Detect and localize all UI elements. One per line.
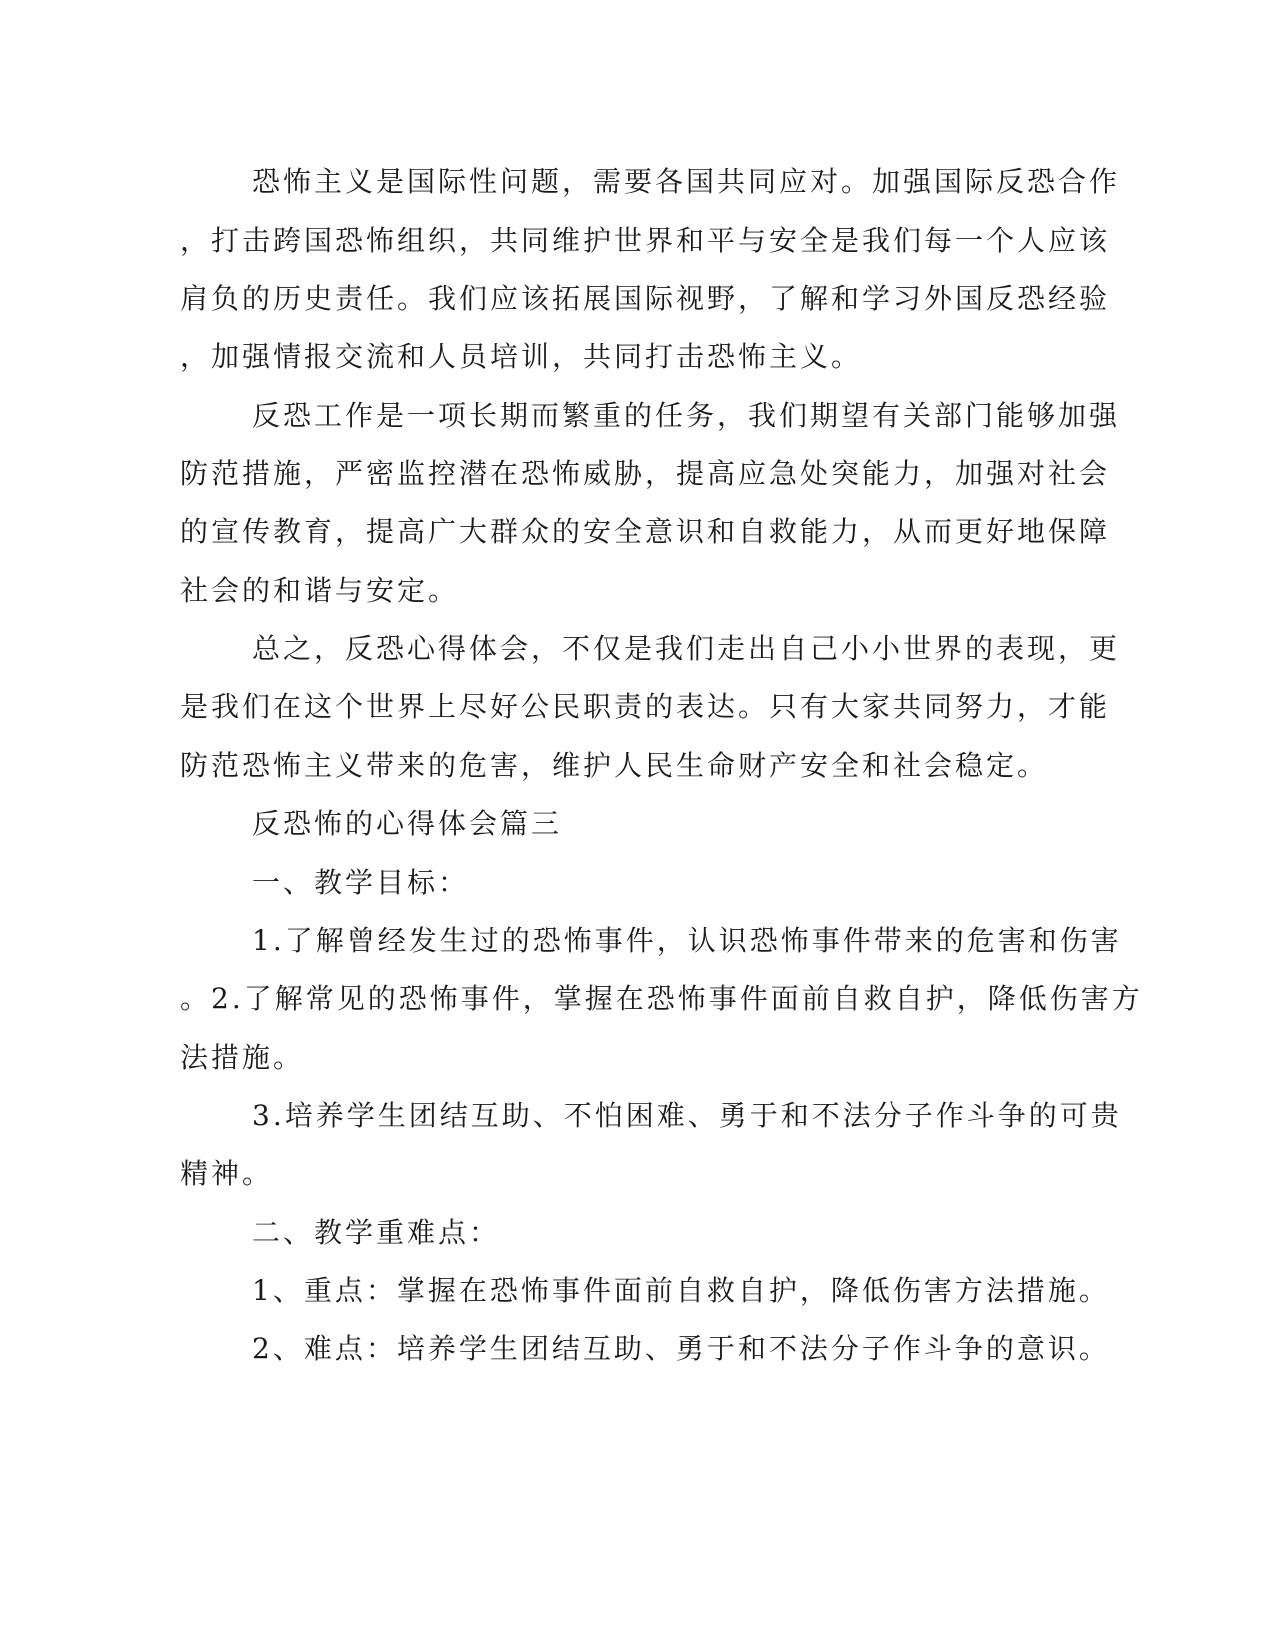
paragraph-2-line-1: 反恐工作是一项长期而繁重的任务，我们期望有关部门能够加强 — [252, 399, 1121, 432]
section-heading: 反恐怖的心得体会篇三 — [252, 807, 563, 840]
key-points-heading: 二、教学重难点： — [252, 1216, 501, 1249]
key-point-1: 1、重点：掌握在恐怖事件面前自救自护，降低伤害方法措施。 — [252, 1274, 1110, 1307]
paragraph-2-line-2: 防范措施，严密监控潜在恐怖威胁，提高应急处突能力，加强对社会 — [180, 457, 1111, 490]
paragraph-2-line-3: 的宣传教育，提高广大群众的安全意识和自救能力，从而更好地保障 — [180, 515, 1111, 548]
paragraph-1-line-3: 肩负的历史责任。我们应该拓展国际视野，了解和学习外国反恐经验 — [180, 282, 1111, 315]
goal-2-line-1: 。2.了解常见的恐怖事件，掌握在恐怖事件面前自救自护，降低伤害方 — [180, 982, 1143, 1015]
teaching-goals-heading: 一、教学目标： — [252, 866, 470, 899]
paragraph-1-line-1: 恐怖主义是国际性问题，需要各国共同应对。加强国际反恐合作 — [252, 165, 1121, 198]
paragraph-3-line-1: 总之，反恐心得体会，不仅是我们走出自己小小世界的表现，更 — [252, 632, 1121, 665]
goal-1-line-1: 1.了解曾经发生过的恐怖事件，认识恐怖事件带来的危害和伤害 — [252, 924, 1122, 957]
paragraph-3-line-3: 防范恐怖主义带来的危害，维护人民生命财产安全和社会稳定。 — [180, 749, 1049, 782]
goal-2-line-2: 法措施。 — [180, 1041, 305, 1074]
paragraph-3-line-2: 是我们在这个世界上尽好公民职责的表达。只有大家共同努力，才能 — [180, 690, 1111, 723]
paragraph-1-line-4: ，加强情报交流和人员培训，共同打击恐怖主义。 — [180, 340, 863, 373]
key-point-2: 2、难点：培养学生团结互助、勇于和不法分子作斗争的意识。 — [252, 1332, 1110, 1365]
paragraph-1-line-2: ，打击跨国恐怖组织，共同维护世界和平与安全是我们每一个人应该 — [180, 224, 1111, 257]
goal-3-line-1: 3.培养学生团结互助、不怕困难、勇于和不法分子作斗争的可贵 — [252, 1099, 1122, 1132]
goal-3-line-2: 精神。 — [180, 1157, 274, 1190]
paragraph-2-line-4: 社会的和谐与安定。 — [180, 574, 460, 607]
